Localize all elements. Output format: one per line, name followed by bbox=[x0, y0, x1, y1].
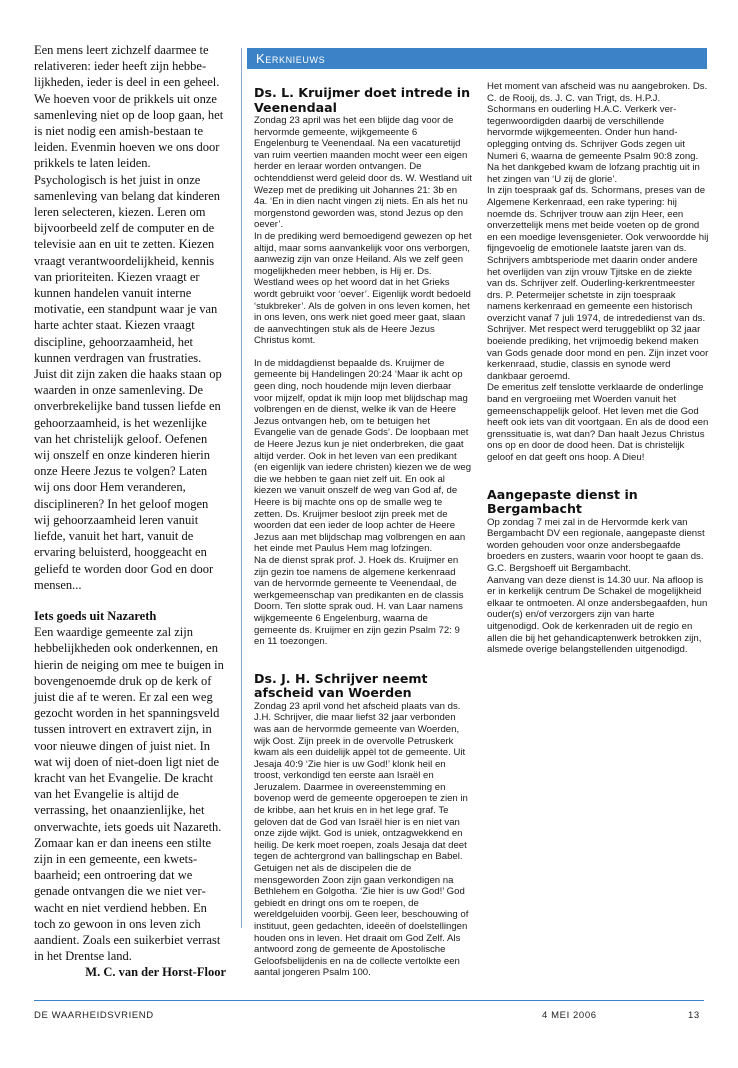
paragraph: Een waardige gemeente zal zijn hebbelijkheden ook onderkennen, en hierin de neiging om mee te buigen in bovengenoemde druk op de kerk of juist die af te weren. Er zal een weg gezocht worden in het spanningsveld tussen introvert en extravert zijn, in voor nieuwe dingen of juist niet. In wat wij doen of niet-doen ligt niet de kracht van het Evangelie. De kracht van het Evangelie is altijd de verrassing, het onaanzienlijke, het onverwachte, iets goeds uit Nazareth. bbox=[34, 625, 224, 834]
article-title: Ds. L. Kruijmer doet intrede in Veenendaal bbox=[254, 85, 471, 115]
paragraph: In zijn toespraak gaf ds. Schormans, preses van de Algemene Kerkenraad, een rake typering: hij noemde ds. Schrijver trouw aan zijn Heer, een onverzettelijk mens met beide voeten op de grond en een moedige levensgenieter. Ook verwoordde hij fijngevoelig de emotionele laatste jaren van ds. Schrijvers ambtsperiode met daarin onder andere het overlijden van zijn vrouw Tjitske en de ziekte van ds. Schrijver zelf. Ouderling-kerkrentmeester drs. P. Petermeijer schetste in zijn toespraak namens kerkenraad en gemeente een historisch overzicht vanaf 7 juli 1974, de intrededienst van ds. Schrijver. Met respect werd teruggeblikt op 32 jaar boeiende prediking, het vrijmoedig bekend maken van Gods genade door mond en pen. Zijn inzet voor kerkenraad, studie, classis en synode werd dankbaar geroemd. bbox=[487, 185, 709, 382]
paragraph: Na de dienst sprak prof. J. Hoek ds. Kruijmer en zijn gezin toe namens de algemene kerkenraad van de hervormde gemeente te Veenendaal, de werkgemeenschap van predikanten en de classis Doorn. Ten slotte sprak oud. H. van Laar namens wijkgemeente 6 Engelenburg, waarna de gemeente ds. Kruijmer en zijn gezin Psalm 72: 9 en 11 toezongen. bbox=[254, 554, 464, 648]
paragraph: Zondag 23 april vond het afscheid plaats van ds. J.H. Schrijver, die maar liefst 32 jaar verbonden was aan de hervormde gemeente van Woerden, wijk Oost. Zijn preek in de overvolle Petruskerk kwam als een duidelijk appèl tot de gemeente. Uit Jesaja 40:9 ‘Zie hier is uw God!’ klonk heil en troost, verkondigd ten eerste aan Israël en Jeruzalem. Daarmee in overeenstemming en bovenop werd de gemeente opgeroepen te zien in de kribbe, aan het kruis en in het lege graf. Te geloven dat de God van Israël hier is en niet van onze zijde wijkt. God is uniek, ontzagwekkend en heilig. De kerk moet roepen, zoals Jesaja dat deet tegen de achtergrond van ballingschap en Babel. Getuigen net als de discipelen die de mensgeworden Zoon zijn gaan verkondigen na Bethlehem en Golgotha. ‘Zie hier is uw God!’ God gebiedt en dringt ons om te roepen, de wereldgeluiden voorbij. Geen leer, beschouwing of instituut, geen gedachten, ideeën of doelstellingen houden ons in leven. Het draait om God Zelf. Als antwoord zong de gemeente de Apostolische Geloofsbelijdenis en na de collecte vertolkte een aantal jongeren Psalm 100. bbox=[254, 700, 469, 979]
article-title: Ds. J. H. Schrijver neemt afscheid van Woerden bbox=[254, 670, 428, 701]
footer-rule bbox=[34, 1000, 704, 1001]
paragraph: Zondag 23 april was het een blijde dag voor de hervormde gemeente, wijkgemeente 6 Engelenburg te Veenendaal. Na een vacaturetijd van ruim veertien maanden mocht weer een eigen herder en leraar worden ontvangen. De ochtenddienst werd geleid door ds. W. Westland uit Wezep met de prediking uit Johannes 21: 3b en 4a. ‘En in dien nacht vingen zij niets. En als het nu morgenstond geworden was, stond Jezus op den oever’. bbox=[254, 115, 472, 231]
page-number: 13 bbox=[688, 1010, 700, 1021]
column-divider bbox=[241, 48, 242, 928]
news-column-2 bbox=[487, 81, 709, 656]
paragraph: Psychologisch is het juist in onze samenleving van belang dat kinderen leren selecteren, kiezen. Leren om bijvoorbeeld zelf de computer en de televisie aan en uit te zetten. Kiezen vraagt verantwoordelijkheid, kennis van prioriteiten. Kiezen vraagt er kunnen handelen vanuit interne motivatie, een standpunt waar je van harte achter staat. Kiezen vraagt discipline, gehoorzaamheid, het kunnen verdragen van frustraties. Juist dit zijn zaken die haaks staan op waarden in onze samenleving. De onverbrekelijke band tussen liefde en gehoorzaamheid, is het wezenlijke van het christelijk geloof. Oefenen wij onszelf en onze kinderen hierin onze Heere Jezus te volgen? Laten wij ons door Hem veranderen, disciplineren? In het geloof mogen wij gehoorzaamheid leren vanuit liefde, vanuit het hart, vanuit de ervaring beluisterd, hooggeacht en geliefd te worden door God en door mensen... bbox=[34, 172, 222, 592]
paragraph: Op zondag 7 mei zal in de Hervormde kerk van Bergambacht DV een regionale, aangepaste dienst worden gehouden voor onze andersbegaafde broeders en zusters, waarin voor hoopt te gaan ds. G.C. Bergshoeff uit Bergambacht. bbox=[487, 516, 705, 574]
paragraph: Een mens leert zichzelf daarmee te relativeren: ieder heeft zijn hebbelijkheden, ieder is deel in een geheel. We hoeven voor de prikkels uit onze samenleving niet op de loop gaan, het is niet nodig een amish-bestaan te leiden. Evenmin hoeven we ons door prikkels te laten leiden. bbox=[34, 43, 224, 171]
paragraph: In de middagdienst bepaalde ds. Kruijmer de gemeente bij Handelingen 20:24 ‘Maar ik acht op geen ding, noch houdende mijn leven dierbaar voor mijzelf, opdat ik mijn loop met blijdschap mag volbrengen en de dienst, welke ik van de Heere Jezus ontvangen heb, om te betuigen het Evangelie van de genade Gods’. De loopbaan met de Heere Jezus kun je niet onderbreken, die gaat altijd verder. Ook in het leven van een predikant (en eigenlijk van iedere christen) kiezen we de weg die we hebben te gaan niet zelf uit. En ook al kiezen we vanuit onszelf de weg van God af, de Heere is bij machte ons op de smalle weg te zetten. Ds. Kruijmer besloot zijn preek met de woorden dat een ieder de loop achter de Heere Jezus aan met blijdschap mag volbrengen en aan het einde met Paulus Hem mag lofzingen. bbox=[254, 357, 472, 555]
section-heading: Iets goeds uit Nazareth bbox=[34, 608, 157, 623]
section-banner: Kerknieuws bbox=[247, 48, 707, 69]
paragraph: Het moment van afscheid was nu aangebroken. Ds. C. de Rooij, ds. J. C. van Trigt, ds. H.P.J. Schormans en ouderling H.A.C. Verkerk vertegenwoordigden daarbij de verschillende hervormde wijkgemeenten. Onder hun handoplegging ontving ds. Schrijver Gods zegen uit Numeri 6, waarna de gemeente Psalm 90:8 zong. Na het dankgebed kwam de lofzang prachtig uit in het zingen van ‘U zij de glorie’. bbox=[487, 81, 708, 185]
paragraph: Zomaar kan er dan ineens een stilte zijn in een gemeente, een kwetsbaarheid; een ontroering dat we genade ontvangen die we niet verwacht en niet verdiend hebben. En toch zo gewoon in ons leven zich aandient. Zoals een suikerbiet verrast in het Drentse land. bbox=[34, 835, 221, 964]
footer-publication: DE WAARHEIDSVRIEND bbox=[34, 1010, 154, 1021]
author-signature: M. C. van der Horst-Floor bbox=[85, 965, 226, 980]
left-column bbox=[34, 42, 226, 981]
paragraph: De emeritus zelf tenslotte verklaarde de onderlinge band en vergroeiing met Woerden vanuit het gemeenschappelijk geloof. Het leven met die God heeft ook iets van dit voortgaan. En als de dood een grenssituatie is, wat dan? Dan haalt Jezus Christus ons op en door de dood heen. Dat is christelijk geloof en dat geeft ons hoop. A Dieu! bbox=[487, 382, 709, 463]
footer-date: 4 MEI 2006 bbox=[542, 1010, 597, 1021]
news-column-1 bbox=[254, 86, 472, 979]
article-title: Aangepaste dienst in Bergambacht bbox=[487, 486, 638, 517]
paragraph: In de prediking werd bemoedigend gewezen op het altijd, maar soms aanvankelijk voor ons verborgen, aanwezig zijn van onze Heiland. Als we zelf geen mogelijkheden meer hebben, is Hij er. Ds. Westland wees op het woord dat in het Grieks wordt gebruikt voor ‘oever’. Eigenlijk wordt bedoeld ‘stukbreker’. Als de golven in ons leven komen, het in ons leven, ons werk niet goed meer gaat, slaan de aanvechtingen stuk als de Heere Jezus Christus komt. bbox=[254, 230, 472, 347]
paragraph: Aanvang van deze dienst is 14.30 uur. Na afloop is er in kerkelijk centrum De Schakel de mogelijkheid elkaar te ontmoeten. Al onze andersbegaafden, hun ouder(s) en/of verzorgers zijn van harte uitgenodigd. Ook de kerkenraden uit de regio en allen die bij het gehandicaptenwerk betrokken zijn, alsmede overige belangstellenden uitgenodigd. bbox=[487, 574, 708, 656]
